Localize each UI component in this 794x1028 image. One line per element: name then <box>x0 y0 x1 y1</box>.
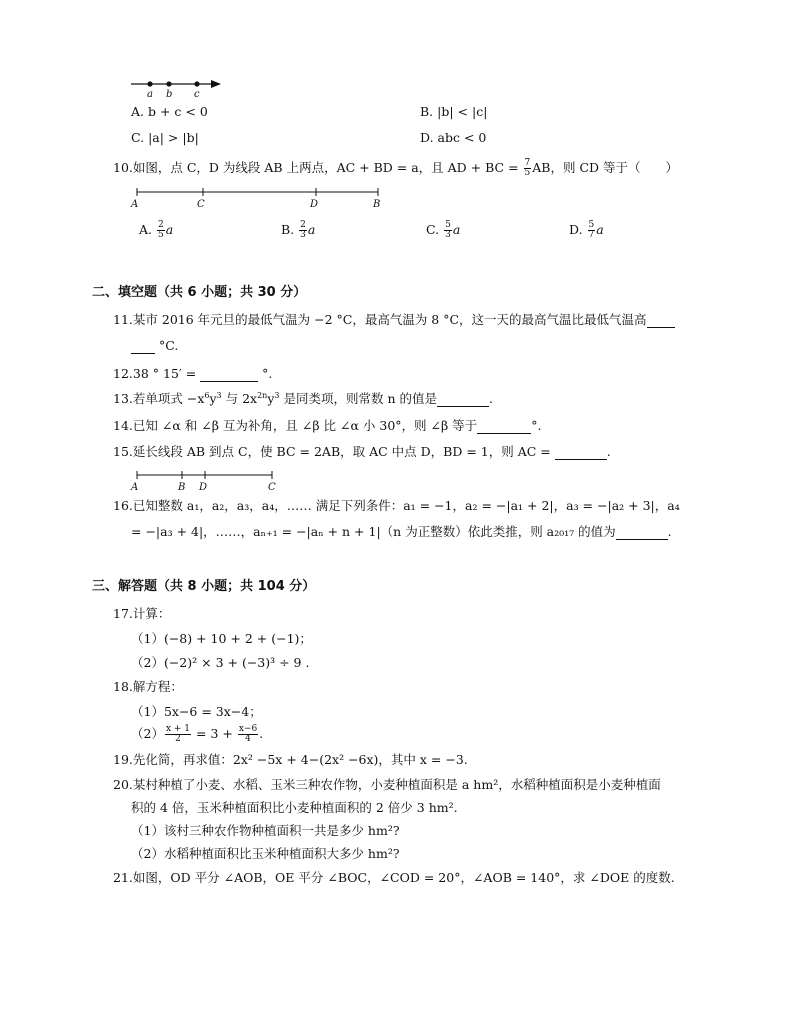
q17-number: 17. <box>113 606 133 621</box>
q16-answer-blank[interactable] <box>616 526 668 540</box>
q16-text-1: 已知整数 a₁，a₂，a₃，a₄，…… 满足下列条件：a₁ = −1，a₂ = −|a₁ + 2|，a₃ = −|a₂ + 3|，a₄ <box>132 498 680 513</box>
q20-text-1: 某村种植了小麦、水稻、玉米三种农作物，小麦种植面积是 a hm²，水稻种植面积是小麦种植面 <box>132 777 661 792</box>
q12-unit: °. <box>262 366 273 381</box>
q9-label-a: a <box>147 89 153 100</box>
q13-text-a: 若单项式 −x <box>132 391 205 406</box>
q18-item-2 <box>131 725 263 744</box>
q10-label-b: B <box>373 199 381 210</box>
q15-end: . <box>606 444 611 459</box>
q16-line2 <box>131 524 672 540</box>
q19 <box>113 752 468 768</box>
q17-title-text: 计算： <box>132 606 171 621</box>
q15-segment-figure <box>0 0 794 500</box>
q15-label-a: A <box>131 482 139 493</box>
q10-option-c-var: a <box>452 222 461 237</box>
q12-number: 12. <box>113 366 133 381</box>
q16-line1 <box>113 498 680 514</box>
q17-item-1: （1）(−8) + 10 + 2 + (−1)； <box>131 631 312 646</box>
q17-title <box>113 606 170 622</box>
section3-title: 三、解答题（共 8 小题；共 104 分） <box>92 579 316 594</box>
q12-text: 38 ° 15′ = <box>132 366 197 381</box>
q13-exp4: 3 <box>274 390 280 400</box>
q18-frac2-den: 4 <box>245 734 251 744</box>
q15-label-b: B <box>178 482 186 493</box>
q21 <box>113 870 675 886</box>
q18-frac2-num: x−6 <box>238 724 258 734</box>
q9-option-d[interactable]: D. abc < 0 <box>420 130 487 145</box>
q21-number: 21. <box>113 870 133 885</box>
q13-text-e: 是同类项，则常数 n 的值是 <box>279 391 437 406</box>
q10-option-d-den: 7 <box>588 230 595 240</box>
q13-text-b: y <box>209 391 217 406</box>
q15-label-c: C <box>268 482 276 493</box>
q18-number: 18. <box>113 679 133 694</box>
q21-text: 如图，OD 平分 ∠AOB，OE 平分 ∠BOC，∠COD = 20°，∠AOB = 140°，求 ∠DOE 的度数. <box>132 870 675 885</box>
q10-option-a-var: a <box>165 222 174 237</box>
q19-number: 19. <box>113 752 133 767</box>
q20-item-2: （2）水稻种植面积比玉米种植面积大多少 hm²? <box>131 846 400 861</box>
q10-option-d-var: a <box>596 222 604 237</box>
q10-option-d-num: 5 <box>588 220 595 230</box>
q13-exp1: 6 <box>204 390 210 400</box>
q10-option-a-letter: A. <box>139 222 153 237</box>
q18-item-2-end: . <box>259 726 264 741</box>
q16-end: . <box>667 524 672 539</box>
q20-number: 20. <box>113 777 133 792</box>
q19-text: 先化简，再求值：2x² −5x + 4−(2x² −6x)，其中 x = −3. <box>132 752 468 767</box>
q10-label-d: D <box>310 199 319 210</box>
q10-stem-frac-num: 7 <box>524 158 531 168</box>
q20-line1 <box>113 777 661 793</box>
q15-label-d: D <box>199 482 208 493</box>
q20-line2: 积的 4 倍，玉米种植面积比小麦种植面积的 2 倍少 3 hm². <box>131 800 458 815</box>
q18-title-text: 解方程： <box>132 679 183 694</box>
q10-option-c-num: 5 <box>445 220 451 230</box>
q10-option-b-den: 3 <box>300 230 306 240</box>
q13-exp2: 3 <box>216 390 222 400</box>
q10-option-c-letter: C. <box>426 222 440 237</box>
q11-unit: °C. <box>158 338 179 353</box>
q9-option-a[interactable]: A. b + c < 0 <box>131 104 208 119</box>
q15-number: 15. <box>113 444 133 459</box>
q13-end: . <box>488 391 493 406</box>
q10-stem-suffix: AB，则 CD 等于（ ） <box>532 160 679 175</box>
q18-mid: = 3 + <box>192 726 237 741</box>
q10-option-b-letter: B. <box>281 222 295 237</box>
q16-text-2: = −|a₃ + 4|，……，aₙ₊₁ = −|aₙ + n + 1|（n 为正整数）依此类推，则 a₂₀₁₇ 的值为 <box>131 524 616 539</box>
q17-item-2: （2）(−2)² × 3 + (−3)³ ÷ 9 . <box>131 655 310 670</box>
q10-option-a-den: 5 <box>158 230 164 240</box>
q18-frac1-den: 2 <box>175 734 181 744</box>
q18-title <box>113 679 183 695</box>
q18-frac1-num: x + 1 <box>165 724 191 734</box>
q9-option-b[interactable]: B. |b| < |c| <box>420 104 488 119</box>
q10-number: 10. <box>113 160 133 175</box>
q18-fraction-2 <box>238 725 258 744</box>
q10-stem-prefix: 如图，点 C，D 为线段 AB 上两点，AC + BD = a，且 AD + BC = <box>132 160 523 175</box>
q9-label-c: c <box>194 89 200 100</box>
q13-number: 13. <box>113 391 133 406</box>
q13-exp3: 2n <box>257 390 268 400</box>
q15-text: 延长线段 AB 到点 C，使 BC = 2AB，取 AC 中点 D，BD = 1，则 AC = <box>132 444 551 459</box>
q18-item-2-prefix: （2） <box>131 726 164 741</box>
q13-text-c: 与 2x <box>221 391 258 406</box>
q10-option-b-num: 2 <box>300 220 306 230</box>
q9-option-c[interactable]: C. |a| > |b| <box>131 130 199 145</box>
section2-title: 二、填空题（共 6 小题；共 30 分） <box>92 285 307 300</box>
q10-option-a-num: 2 <box>158 220 164 230</box>
q10-option-d-letter: D. <box>569 222 583 237</box>
q14-number: 14. <box>113 418 133 433</box>
q10-label-a: A <box>131 199 139 210</box>
q13-text-d: y <box>267 391 275 406</box>
q14-end: °. <box>531 418 542 433</box>
q20-item-1: （1）该村三种农作物种植面积一共是多少 hm²? <box>131 823 400 838</box>
q9-label-b: b <box>166 89 173 100</box>
q14-text: 已知 ∠α 和 ∠β 互为补角，且 ∠β 比 ∠α 小 30°，则 ∠β 等于 <box>132 418 478 433</box>
q10-option-c-den: 3 <box>445 230 451 240</box>
q11-number: 11. <box>113 312 133 327</box>
q10-option-b-var: a <box>307 222 316 237</box>
q10-stem-frac-den: 5 <box>524 168 531 178</box>
q10-label-c: C <box>197 199 205 210</box>
q18-fraction-1 <box>165 725 191 744</box>
q18-item-1: （1）5x−6 = 3x−4； <box>131 704 262 719</box>
q16-number: 16. <box>113 498 133 513</box>
q11-text: 某市 2016 年元旦的最低气温为 −2 °C，最高气温为 8 °C，这一天的最高气温比最低气温高 <box>132 312 647 327</box>
